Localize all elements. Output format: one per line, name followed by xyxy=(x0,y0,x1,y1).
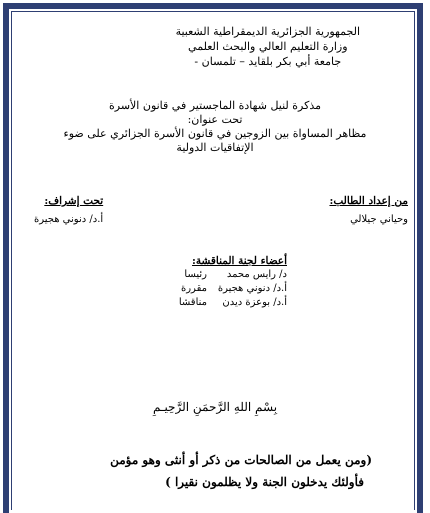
ministry-name: وزارة التعليم العالي والبحث العلمي xyxy=(188,40,348,53)
student-label: من إعداد الطالب: xyxy=(329,195,408,207)
student-block xyxy=(329,195,408,225)
memo-title-line-1: مظاهر المساواة بين الزوجين في قانون الأسرة الجزائري على ضوء xyxy=(63,127,367,140)
quran-verse xyxy=(70,449,372,493)
supervisor-name: أ.د/ دنوني هجيرة xyxy=(34,214,104,225)
member-name: د/ رايس محمد xyxy=(226,269,287,280)
member-role: رئيسا xyxy=(184,269,207,280)
committee-member xyxy=(179,268,287,282)
committee-member xyxy=(179,296,287,310)
university-name: جامعة أبي بكر بلقايد – تلمسان - xyxy=(194,55,342,68)
verse-line-1: (ومن يعمل من الصالحات من ذكر أو أنثى وهو مؤمن xyxy=(110,453,372,467)
supervisor-label: تحت إشراف: xyxy=(44,195,104,207)
supervisor-block xyxy=(34,195,103,225)
institution-header xyxy=(176,24,360,69)
basmala: بِسْمِ اللهِ الرَّحمَنِ الرَّحِيـمِ xyxy=(152,400,278,414)
member-name: أ.د/ بوعزة ديدن xyxy=(222,297,287,308)
verse-line-2: فأولئك يدخلون الجنة ولا يظلمون نقيرا ) xyxy=(165,475,364,489)
member-role: مقررة xyxy=(180,283,207,294)
student-name: وحياني جيلالي xyxy=(350,214,408,225)
memo-title-label: تحت عنوان: xyxy=(187,113,243,126)
memo-title-line-2: الإتفاقيات الدولية xyxy=(176,141,254,154)
memo-purpose: مذكرة لنيل شهادة الماجستير في قانون الأسرة xyxy=(108,99,321,112)
committee-list xyxy=(179,268,287,310)
committee-block xyxy=(192,255,287,267)
member-role: مناقشا xyxy=(178,297,207,308)
memo-title-block xyxy=(20,99,410,155)
republic-name: الجمهورية الجزائرية الديمقراطية الشعبية xyxy=(175,25,360,38)
member-name: أ.د/ دنوني هجيرة xyxy=(217,283,287,294)
committee-member xyxy=(179,282,287,296)
committee-label: أعضاء لجنة المناقشة: xyxy=(192,255,287,267)
